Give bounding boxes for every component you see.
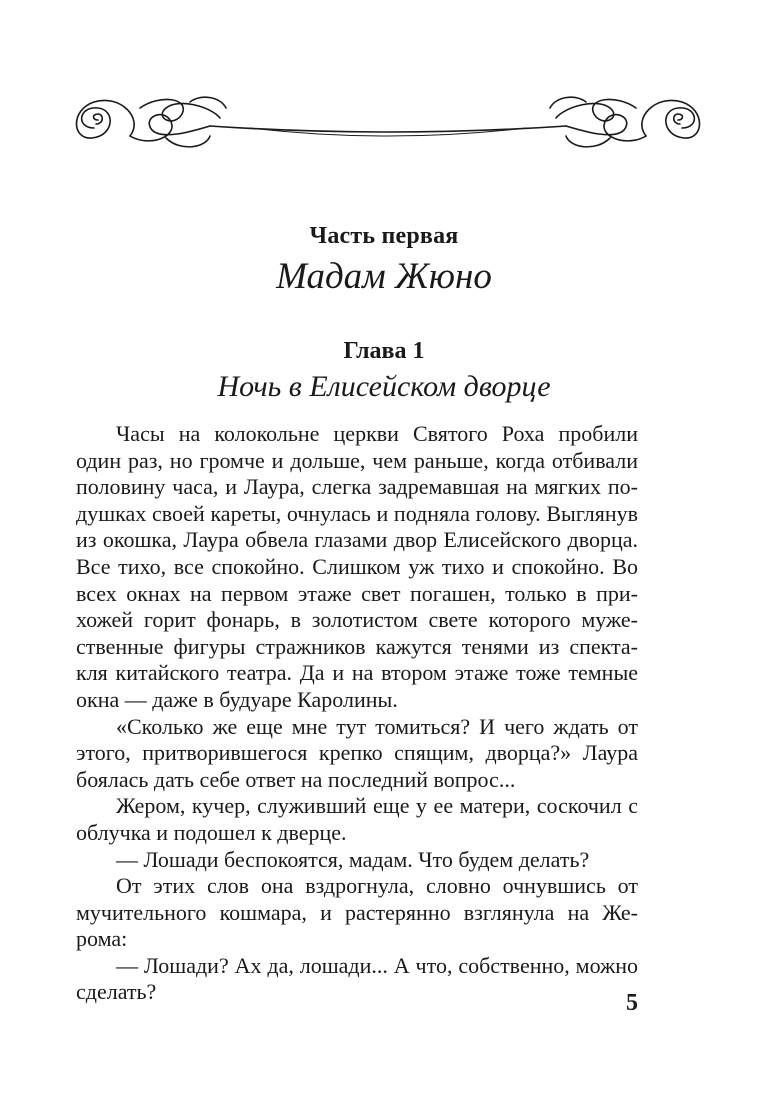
text-line: боялась дать себе ответ на последний вопрос...: [76, 766, 516, 792]
text-line: один раз, но громче и дольше, чем раньше, когда отбивали: [76, 447, 638, 473]
text-line: мучительного кошмара, и растерянно взглянула на Же-: [76, 899, 638, 925]
part-title: Часть первая: [309, 223, 459, 249]
text-line: хожей горит фонарь, в золотистом свете которого муже-: [76, 607, 638, 633]
body-text: [76, 421, 638, 1006]
text-line: ственные фигуры стражников кажутся тенями из спекта-: [76, 633, 638, 659]
text-line: всех окнах на первом этаже свет погашен, только в при-: [76, 580, 638, 606]
text-line: половину часа, и Лаура, слегка задремавшая на мягких по-: [76, 474, 638, 500]
text-line: Жером, кучер, служивший еще у ее матери, соскочил с: [116, 793, 638, 819]
text-line: От этих слов она вздрогнула, словно очнувшись от: [116, 873, 638, 899]
text-line: сделать?: [76, 979, 157, 1005]
text-line: «Сколько же еще мне тут томиться? И чего ждать от: [116, 713, 638, 739]
text-line: окна — даже в будуаре Каролины.: [76, 686, 398, 712]
scroll-ornament-icon: [70, 88, 706, 160]
text-line: рома:: [76, 926, 128, 952]
chapter-subtitle: Ночь в Елисейском дворце: [217, 370, 551, 403]
page-number: 5: [626, 990, 638, 1016]
text-line: кля китайского театра. Да и на втором этаже тоже темные: [76, 660, 638, 686]
text-line: душках своей кареты, очнулась и подняла голову. Выглянув: [76, 500, 638, 526]
part-subtitle: Мадам Жюно: [276, 256, 492, 297]
chapter-title: Глава 1: [343, 338, 425, 364]
text-line: Все тихо, все спокойно. Слишком уж тихо и спокойно. Во: [76, 553, 638, 579]
text-line: Часы на колокольне церкви Святого Роха пробили: [116, 421, 638, 446]
text-line: — Лошади беспокоятся, мадам. Что будем делать?: [116, 846, 590, 872]
text-line: — Лошади? Ах да, лошади... А что, собственно, можно: [116, 952, 638, 978]
text-line: из окошка, Лаура обвела глазами двор Елисейского дворца.: [76, 527, 638, 553]
text-line: облучка и подошел к дверце.: [76, 819, 347, 845]
text-line: этого, притворившегося крепко спящим, дворца?» Лаура: [76, 740, 638, 766]
